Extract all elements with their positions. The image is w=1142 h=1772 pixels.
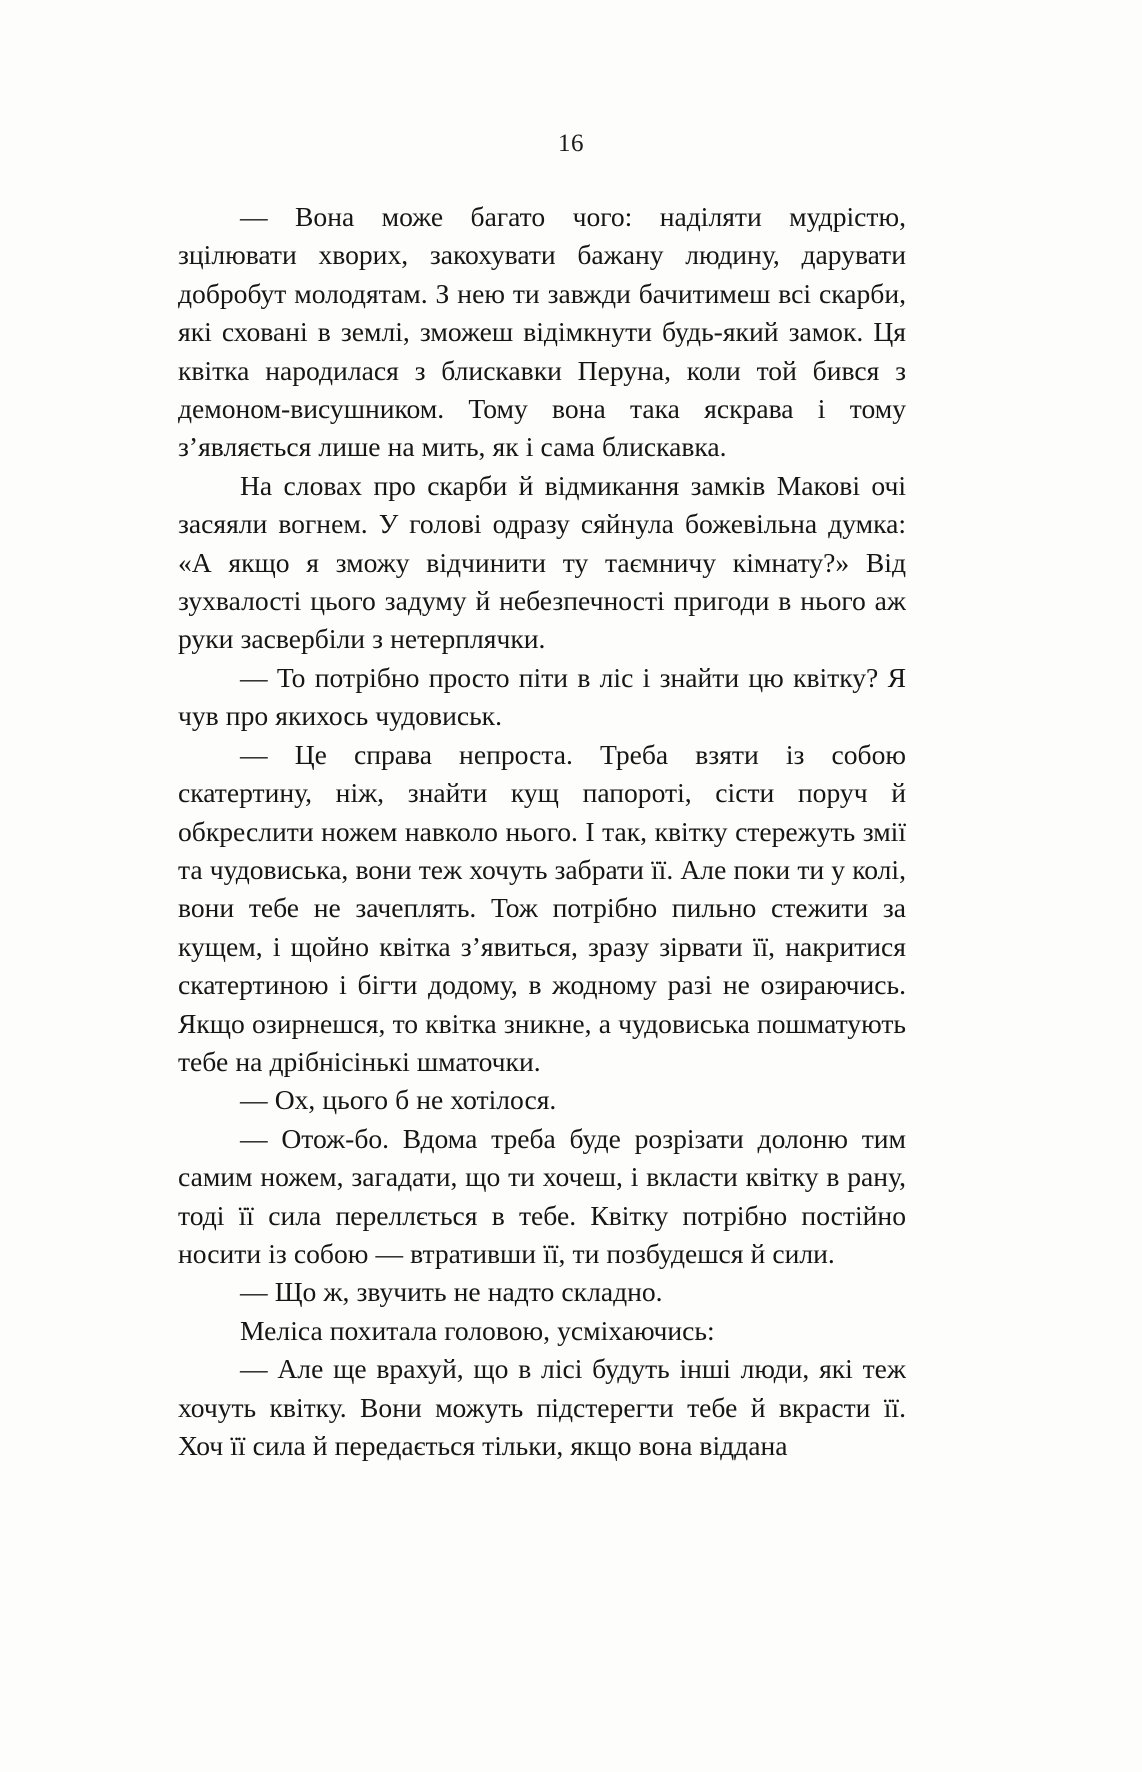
paragraph: Меліса похитала головою, усміхаючись: [240, 1314, 715, 1346]
page-number: 16 [558, 130, 584, 157]
body-text-block [178, 198, 906, 1465]
paragraph: На словах про скарби й відмикання замків Макові очі засяяли вогнем. У голові одразу сяйнула божевільна думка: «А якщо я зможу відчинити ту таємничу кімнату?» Від зухвалості цього задуму й небезпечності пригоди в нього аж руки засвербіли з нетерплячки. [178, 469, 906, 655]
paragraph: — Ох, цього б не хотілося. [240, 1084, 557, 1116]
paragraph: — Отож-бо. Вдома треба буде розрізати долоню тим самим ножем, загадати, що ти хочеш, і вкласти квітку в рану, тоді її сила переллється в тебе. Квітку потрібно постійно носити із собою — втративши її, ти позбудешся й сили. [178, 1122, 906, 1269]
paragraph: — То потрібно просто піти в ліс і знайти цю квітку? Я чув про якихось чудовиськ. [178, 661, 906, 732]
paragraph: — Що ж, звучить не надто складно. [240, 1276, 663, 1308]
paragraph: — Вона може багато чого: наділяти мудрістю, зцілювати хворих, закохувати бажану людину, дарувати добробут молодятам. З нею ти завжди бачитимеш всі скарби, які сховані в землі, зможеш відімкнути будь-який замок. Ця квітка народилася з блискавки Перуна, коли той бився з демоном-висушником. Тому вона така яскрава і тому з’являється лише на мить, як і сама блискавка. [178, 201, 906, 463]
paragraph: — Але ще врахуй, що в лісі будуть інші люди, які теж хочуть квітку. Вони можуть підстерегти тебе й вкрасти її. Хоч її сила й передається тільки, якщо вона віддана [178, 1353, 906, 1461]
paragraph: — Це справа непроста. Треба взяти із собою скатертину, ніж, знайти кущ папороті, сісти поруч й обкреслити ножем навколо нього. І так, квітку стережуть змії та чудовиська, вони теж хочуть забрати її. Але поки ти у колі, вони тебе не зачеплять. Тож потрібно пильно стежити за кущем, і щойно квітка з’явиться, зразу зірвати її, накритися скатертиною і бігти додому, в жодному разі не озираючись. Якщо озирнешся, то квітка зникне, а чудовиська пошматують тебе на дрібнісінькі шматочки. [178, 738, 906, 1077]
